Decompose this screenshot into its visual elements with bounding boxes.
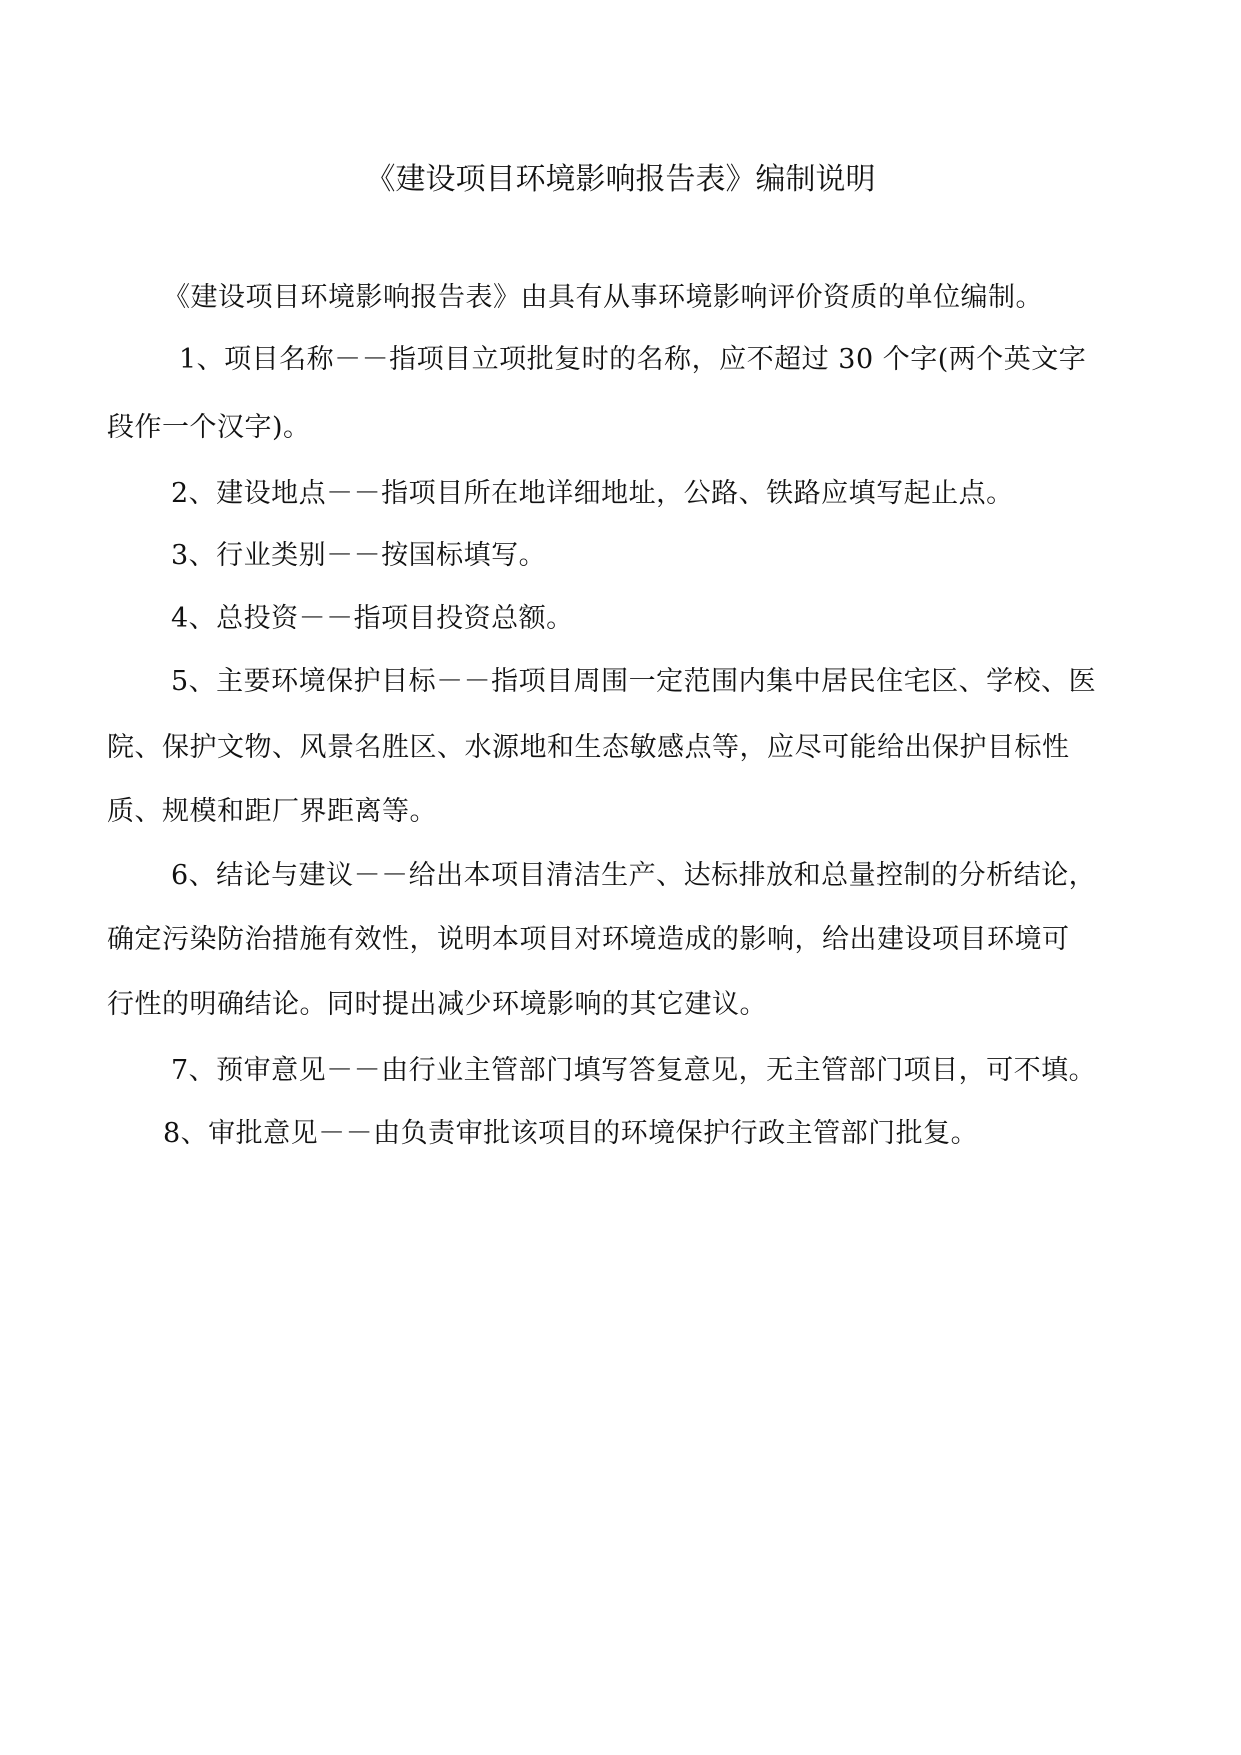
item-5-line-2: 院、保护文物、风景名胜区、水源地和生态敏感点等，应尽可能给出保护目标性	[107, 732, 1070, 763]
item-4-line: 4、总投资－－指项目投资总额。	[171, 603, 574, 634]
page-title: 《建设项目环境影响报告表》编制说明	[365, 162, 876, 197]
item-3-line: 3、行业类别－－按国标填写。	[171, 540, 547, 571]
item-1-line-2: 段作一个汉字)。	[107, 412, 311, 443]
item-6-line-3: 行性的明确结论。同时提出减少环境影响的其它建议。	[107, 989, 767, 1020]
item-1-line-1: 1、项目名称－－指项目立项批复时的名称，应不超过 30 个字(两个英文字	[179, 344, 1087, 375]
item-6-line-2: 确定污染防治措施有效性，说明本项目对环境造成的影响，给出建设项目环境可	[107, 924, 1070, 955]
item-5-line-3: 质、规模和距厂界距离等。	[107, 796, 437, 827]
item-2-line: 2、建设地点－－指项目所在地详细地址，公路、铁路应填写起止点。	[171, 478, 1014, 509]
item-5-line-1: 5、主要环境保护目标－－指项目周围一定范围内集中居民住宅区、学校、医	[171, 666, 1097, 697]
item-6-line-1: 6、结论与建议－－给出本项目清洁生产、达标排放和总量控制的分析结论，	[171, 860, 1097, 891]
item-8-line: 8、审批意见－－由负责审批该项目的环境保护行政主管部门批复。	[163, 1118, 979, 1149]
item-7-line: 7、预审意见－－由行业主管部门填写答复意见，无主管部门项目，可不填。	[171, 1055, 1097, 1086]
intro-line: 《建设项目环境影响报告表》由具有从事环境影响评价资质的单位编制。	[163, 282, 1043, 313]
